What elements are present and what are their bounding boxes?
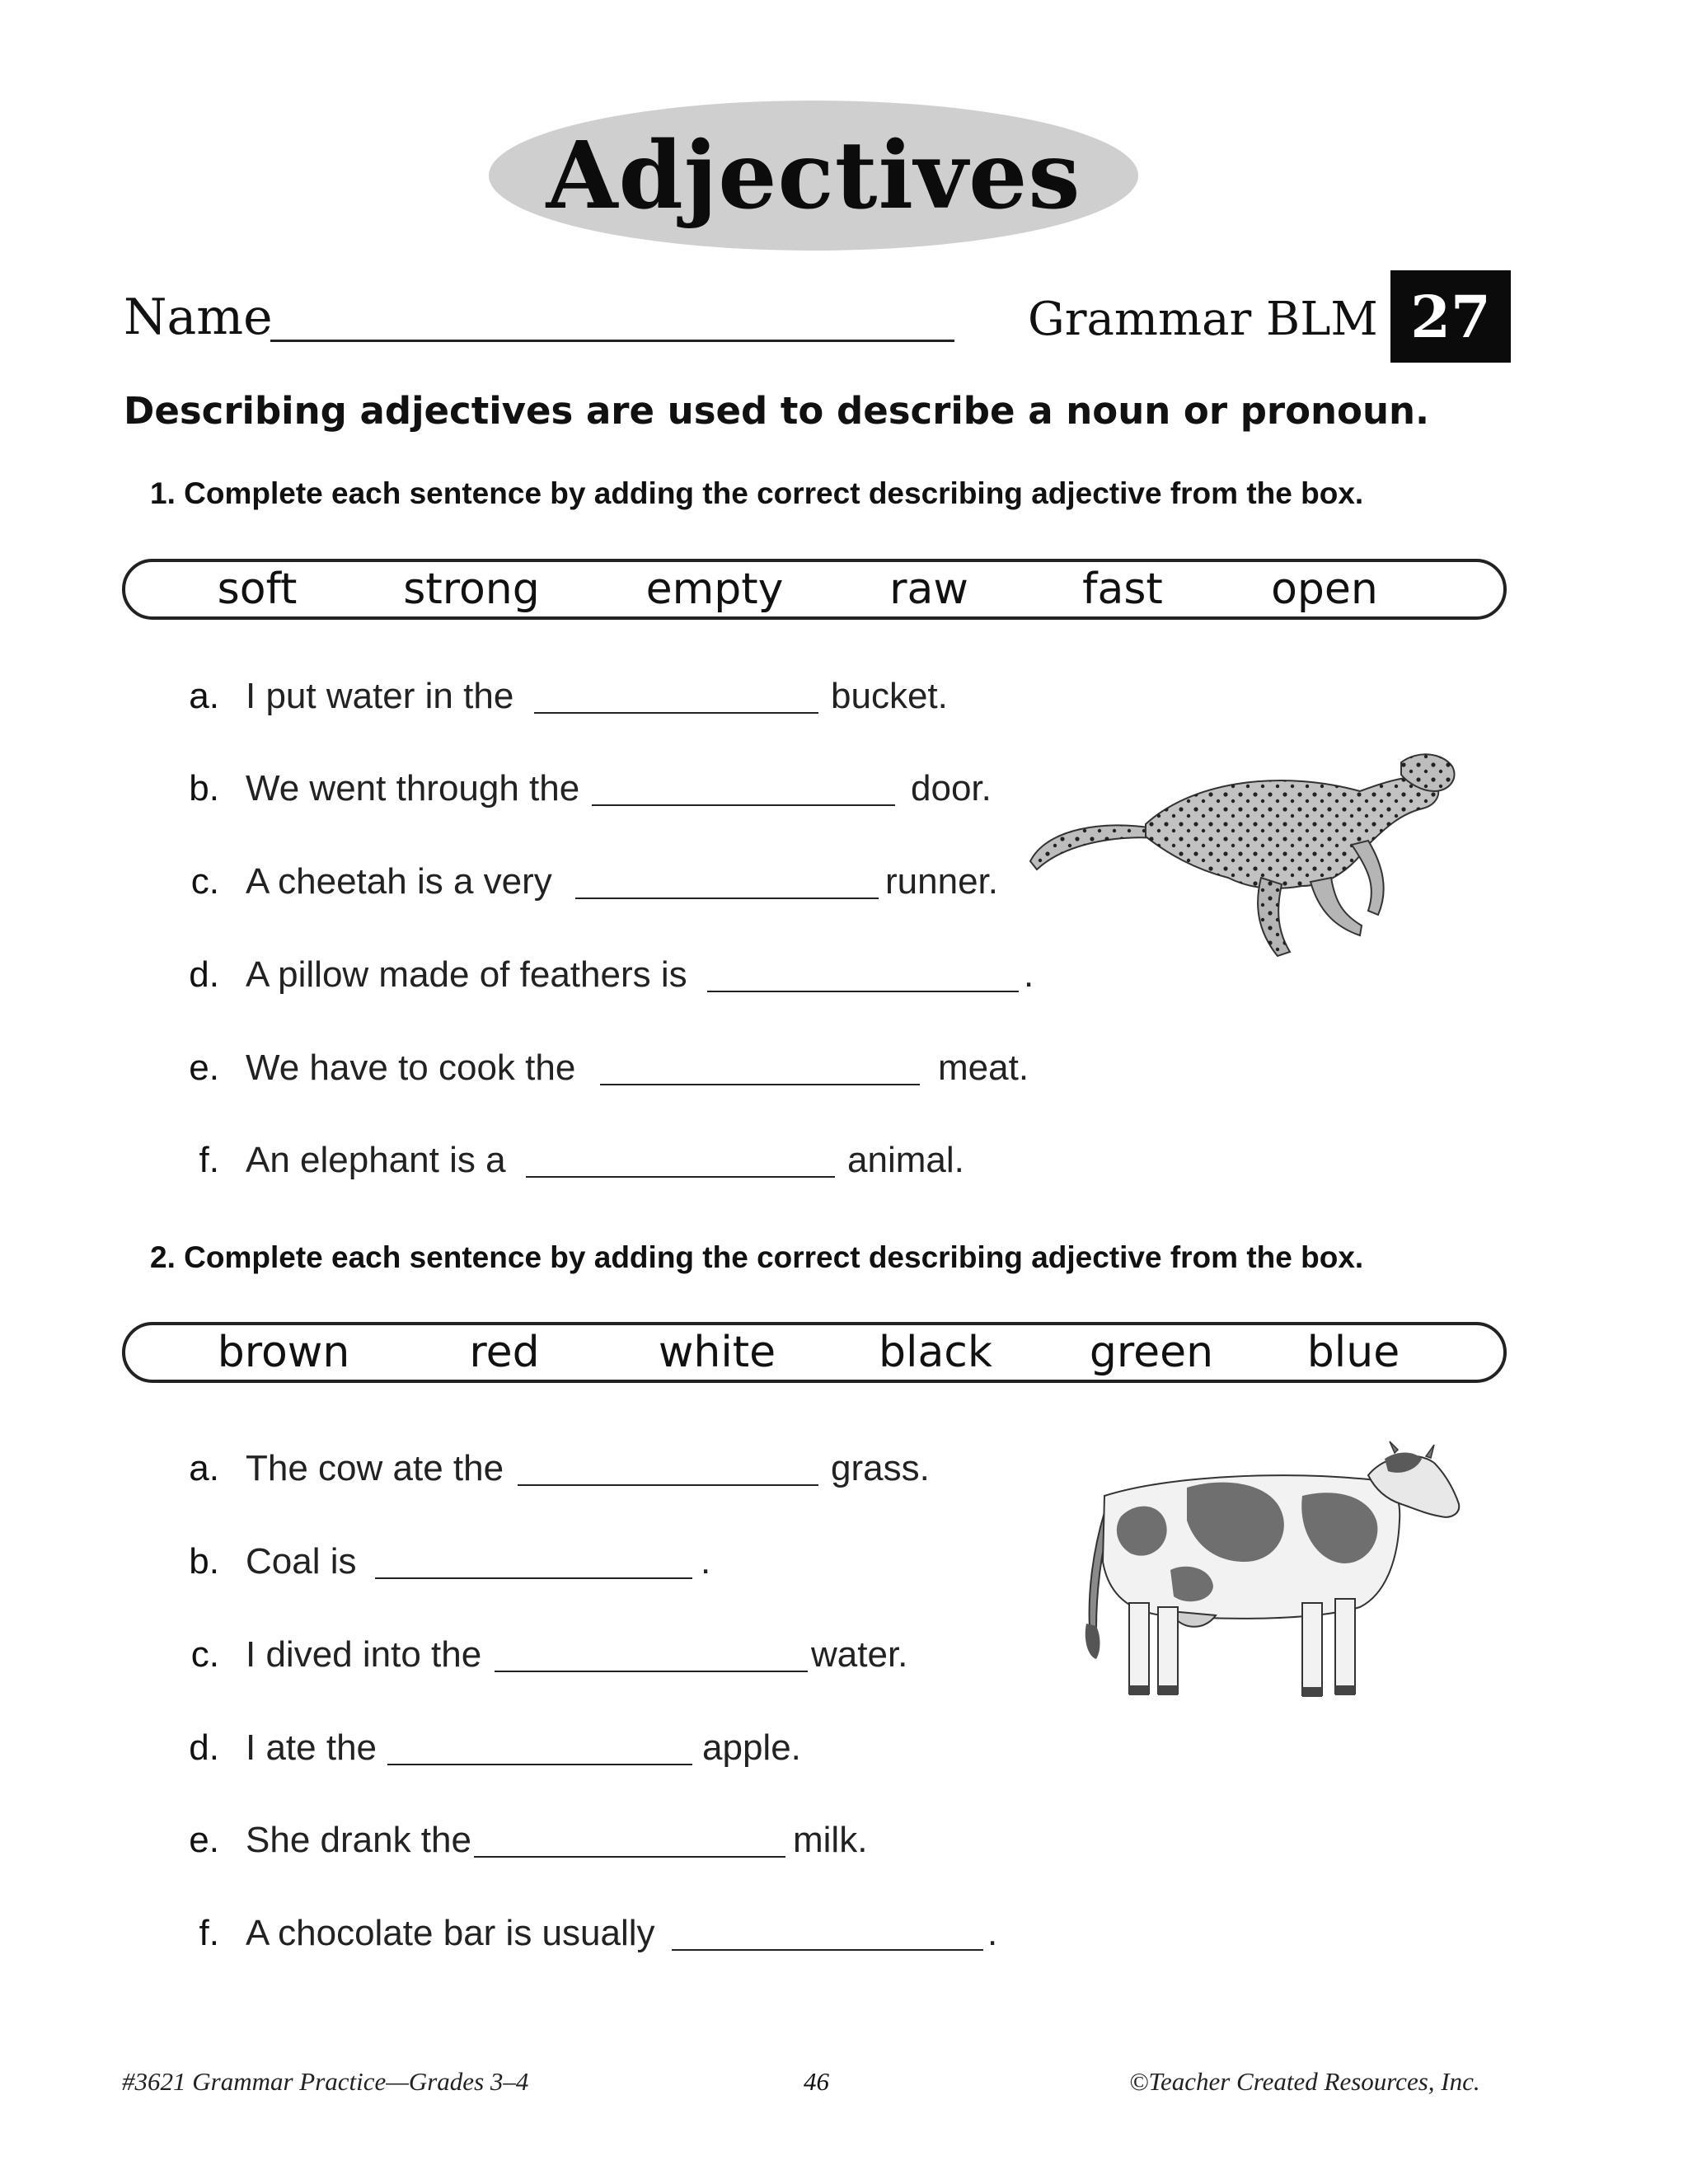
sentence-text: water. — [811, 1634, 908, 1675]
word-item: fast — [1082, 565, 1163, 614]
word-item: empty — [645, 565, 784, 614]
subtitle: Describing adjectives are used to describe a noun or pronoun. — [124, 389, 1430, 433]
sentence-text: I dived into the — [246, 1634, 482, 1675]
sentence-text: apple. — [702, 1727, 801, 1768]
sentence-text: A chocolate bar is usually — [246, 1913, 655, 1953]
sentence-text: Coal is — [246, 1541, 357, 1582]
sentence-text: An elephant is a — [246, 1140, 506, 1180]
sentence-text: grass. — [831, 1448, 930, 1488]
answer-blank[interactable] — [495, 1671, 808, 1672]
blm-label: Grammar BLM — [1028, 293, 1378, 346]
sentence-letter: a. — [189, 676, 219, 716]
answer-blank[interactable] — [592, 804, 895, 806]
word-box-2 — [122, 1322, 1507, 1383]
answer-blank[interactable] — [375, 1577, 692, 1579]
instruction-1: 1. Complete each sentence by adding the correct describing adjective from the box. — [150, 476, 1364, 510]
sentence-text: runner. — [885, 861, 998, 902]
sentence-letter: b. — [189, 1541, 219, 1582]
answer-blank[interactable] — [600, 1084, 920, 1085]
sentence-letter: f. — [199, 1913, 219, 1953]
footer-copyright: ©Teacher Created Resources, Inc. — [1129, 2067, 1480, 2096]
page-title: Adjectives — [546, 121, 1081, 230]
sentence-text: She drank the — [246, 1820, 471, 1860]
sentence-text: We have to cook the — [246, 1047, 576, 1088]
word-item: open — [1271, 565, 1378, 614]
sentence-text: door. — [911, 768, 992, 808]
sentence-letter: d. — [189, 1727, 219, 1768]
word-item: blue — [1306, 1328, 1400, 1377]
sentence-letter: c. — [190, 1634, 219, 1675]
sentence-text: . — [1024, 954, 1034, 995]
answer-blank[interactable] — [387, 1764, 692, 1765]
answer-blank[interactable] — [474, 1856, 785, 1858]
sentence-text: A cheetah is a very — [246, 861, 552, 902]
word-item: black — [878, 1328, 993, 1377]
word-item: white — [658, 1328, 776, 1377]
sentence-text: bucket. — [831, 676, 948, 716]
footer-page-number: 46 — [804, 2067, 829, 2096]
word-item: raw — [889, 565, 968, 614]
sentence-letter: d. — [189, 954, 219, 995]
sentence-text: milk. — [793, 1820, 868, 1860]
cow-illustration — [1071, 1438, 1467, 1710]
answer-blank[interactable] — [672, 1949, 983, 1951]
sentence-text: . — [987, 1913, 998, 1953]
word-item: strong — [403, 565, 540, 614]
name-field[interactable] — [270, 340, 954, 342]
sentence-text: . — [701, 1541, 711, 1582]
word-item: red — [469, 1328, 540, 1377]
answer-blank[interactable] — [707, 991, 1019, 992]
sentence-letter: e. — [189, 1047, 219, 1088]
sentence-text: animal. — [847, 1140, 964, 1180]
word-item: soft — [217, 565, 298, 614]
sentence-text: A pillow made of feathers is — [246, 954, 687, 995]
word-item: green — [1089, 1328, 1214, 1377]
sentence-letter: f. — [199, 1140, 219, 1180]
answer-blank[interactable] — [534, 712, 818, 714]
name-label: Name — [124, 288, 273, 346]
sentence-text: The cow ate the — [246, 1448, 504, 1488]
sentence-text: I ate the — [246, 1727, 377, 1768]
sentence-text: We went through the — [246, 768, 580, 808]
cheetah-illustration — [1014, 746, 1459, 968]
sentence-letter: a. — [189, 1448, 219, 1488]
blm-number-badge: 27 — [1390, 270, 1511, 363]
answer-blank[interactable] — [518, 1484, 818, 1486]
word-box-1 — [122, 559, 1507, 620]
sentence-letter: c. — [190, 861, 219, 902]
sentence-text: I put water in the — [246, 676, 514, 716]
sentence-text: meat. — [938, 1047, 1029, 1088]
answer-blank[interactable] — [575, 898, 879, 899]
sentence-letter: e. — [189, 1820, 219, 1860]
answer-blank[interactable] — [526, 1176, 835, 1178]
word-item: brown — [217, 1328, 350, 1377]
instruction-2: 2. Complete each sentence by adding the correct describing adjective from the box. — [150, 1240, 1364, 1274]
footer-book-title: #3621 Grammar Practice—Grades 3–4 — [122, 2067, 529, 2096]
sentence-letter: b. — [189, 768, 219, 808]
